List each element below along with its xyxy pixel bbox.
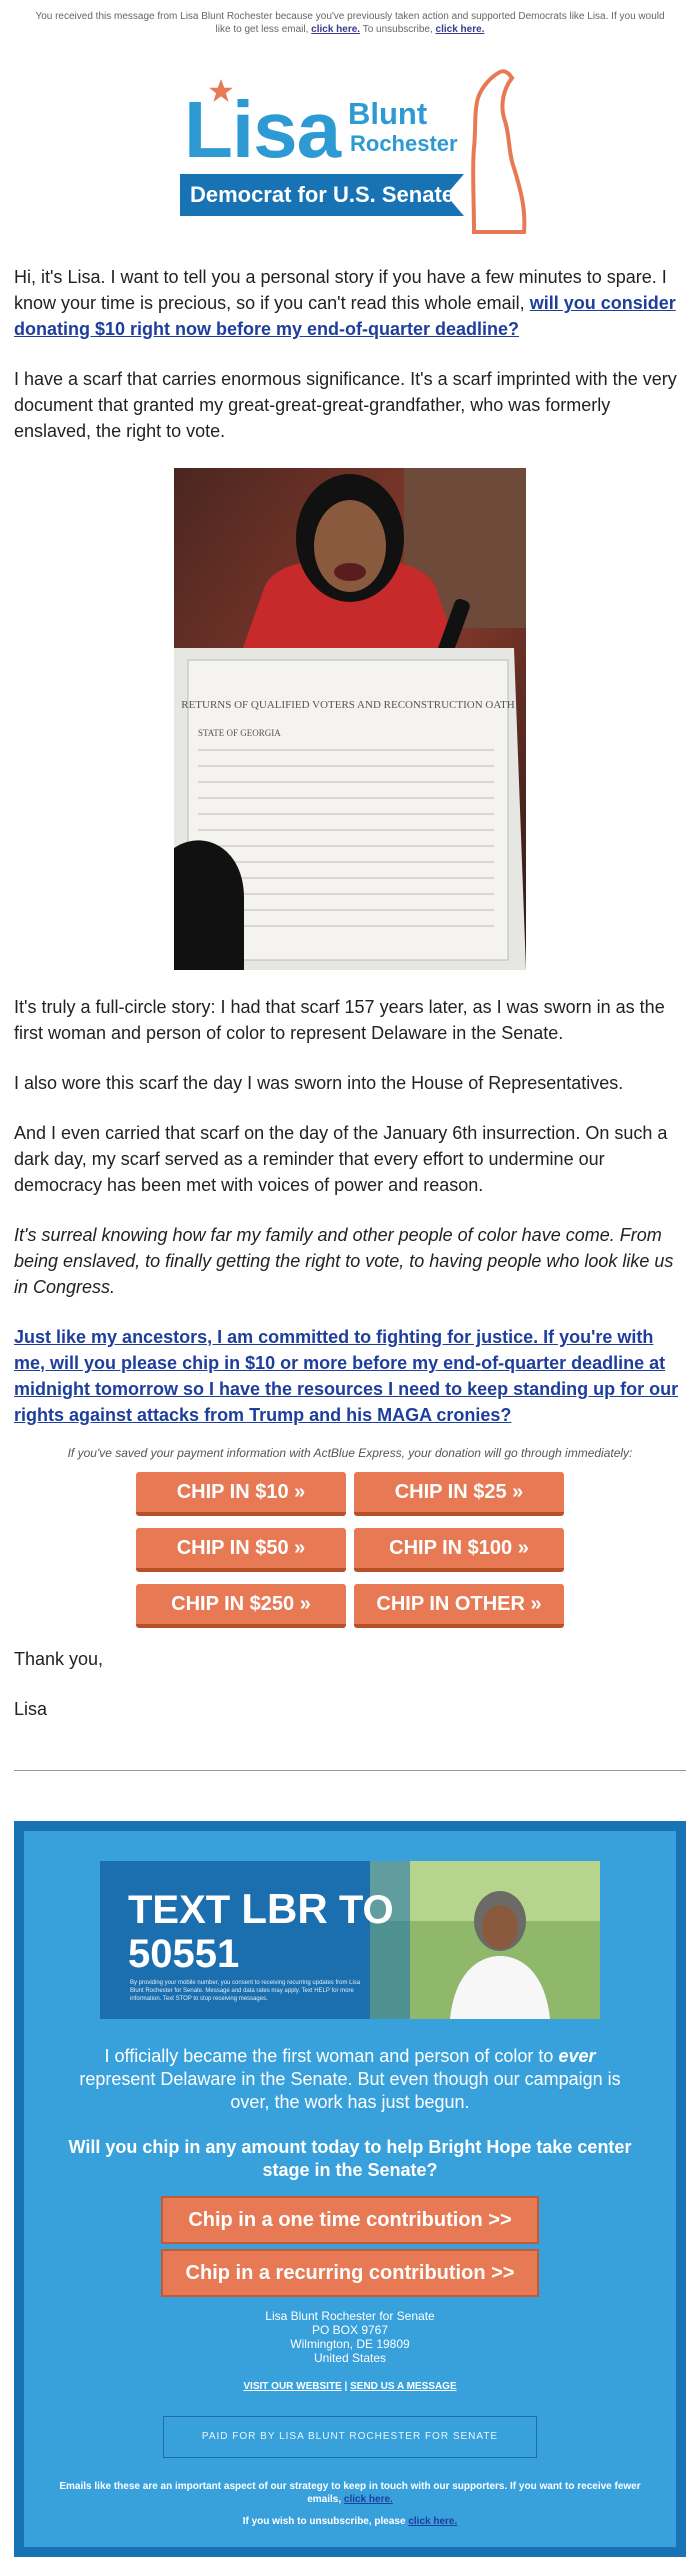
- paragraph-house: I also wore this scarf the day I was sworn into the House of Representatives.: [14, 1073, 624, 1093]
- one-time-contribution-button[interactable]: Chip in a one time contribution >>: [161, 2196, 539, 2244]
- chip-in-100-button[interactable]: CHIP IN $100 »: [354, 1528, 564, 1572]
- preheader-text: You received this message from Lisa Blunt Rochester because you've previously taken action and supported Democrats like Lisa. If you would like to get less email,: [35, 11, 665, 35]
- paragraph-scarf: I have a scarf that carries enormous significance. It's a scarf imprinted with the very document that granted my great-great-great-grandfather, who was formerly enslaved, the right to vote.: [14, 369, 677, 441]
- chip-in-10-button[interactable]: CHIP IN $10 »: [136, 1472, 346, 1516]
- paragraph-full-circle: It's truly a full-circle story: I had that scarf 157 years later, as I was sworn in as the first woman and person of color to represent Delaware in the Senate.: [14, 997, 665, 1043]
- text-lbr-banner[interactable]: [100, 1861, 600, 2019]
- logo-tagline: Democrat for U.S. Senate: [189, 182, 455, 207]
- actblue-note: If you've saved your payment information with ActBlue Express, your donation will go through immediately:: [67, 1446, 633, 1460]
- address-line: Lisa Blunt Rochester for Senate: [265, 2309, 435, 2323]
- paragraph-ask: [14, 1324, 686, 1428]
- visit-website-link[interactable]: VISIT OUR WEBSITE: [243, 2381, 342, 2392]
- text-banner-post: TO: [338, 1888, 394, 1932]
- text-banner-headline: [128, 1887, 394, 1976]
- text-banner-keyword: LBR: [241, 1885, 328, 1932]
- footer-box: [14, 1821, 686, 2557]
- bottom-spacer: [0, 2557, 700, 2563]
- divider: [14, 1770, 686, 1771]
- photo-illustration: [174, 468, 526, 970]
- intro-text: Hi, it's Lisa. I want to tell you a personal story if you have a few minutes to spare. I know your time is precious, so if you can't read this whole email,: [14, 267, 667, 313]
- paragraph-surreal: It's surreal knowing how far my family and other people of color have come. From being enslaved, to finally getting the right to vote, to having people who look like us in Congress.: [14, 1225, 674, 1297]
- paid-for-disclaimer: PAID FOR BY LISA BLUNT ROCHESTER FOR SENATE: [163, 2416, 537, 2458]
- logo-first-name: Lisa: [184, 85, 341, 174]
- footer-links: [44, 2381, 656, 2392]
- donation-button-grid: [136, 1472, 564, 1628]
- signoff-name: Lisa: [14, 1699, 48, 1719]
- scarf-state: STATE OF GEORGIA: [198, 728, 281, 738]
- footer-p-before: I officially became the first woman and person of color to: [104, 2046, 554, 2066]
- logo-last-name-1: Blunt: [348, 96, 428, 131]
- chip-in-25-button[interactable]: CHIP IN $25 »: [354, 1472, 564, 1516]
- fewer-emails-note: [44, 2480, 656, 2506]
- text-banner-number: 50551: [128, 1932, 240, 1976]
- preheader-unsub-text: To unsubscribe,: [362, 24, 433, 35]
- scarf-title: RETURNS OF QUALIFIED VOTERS AND RECONSTRUCTION OATH: [181, 699, 515, 711]
- unsubscribe-link[interactable]: click here.: [435, 24, 485, 35]
- text-banner-pre: TEXT: [128, 1888, 231, 1932]
- footer-unsubscribe: [44, 2516, 656, 2527]
- lisa-scarf-photo: [174, 468, 526, 970]
- fewer-emails-text: Emails like these are an important aspect of our strategy to keep in touch with our supporters. If you want to receive fewer emails,: [59, 2481, 641, 2505]
- signoff-thanks: Thank you,: [14, 1649, 104, 1669]
- fewer-emails-link[interactable]: click here.: [343, 2494, 393, 2505]
- footer-inner: [24, 1831, 676, 2547]
- paragraph-january-6: And I even carried that scarf on the day of the January 6th insurrection. On such a dark day, my scarf served as a reminder that every effort to undermine our democracy has been met with voices of power and reason.: [14, 1123, 668, 1195]
- footer-paragraph: [44, 2045, 656, 2114]
- mailing-address: [44, 2309, 656, 2365]
- logo-last-name-2: Rochester: [350, 131, 458, 156]
- footer-p-after: represent Delaware in the Senate. But even though our campaign is over, the work has just begun.: [79, 2069, 621, 2112]
- footer-p-em: ever: [558, 2046, 596, 2066]
- address-line: United States: [313, 2351, 387, 2365]
- email-body: [0, 264, 700, 1722]
- recurring-contribution-button[interactable]: Chip in a recurring contribution >>: [161, 2249, 539, 2297]
- address-line: Wilmington, DE 19809: [290, 2337, 410, 2351]
- text-banner-fineprint: By providing your mobile number, you consent to receiving recurring updates from Lisa Blunt Rochester for Senate. Message and data rates may apply. Text HELP for more information. Text STOP to stop receiving messages.: [130, 1980, 361, 2002]
- delaware-outline-icon: [470, 68, 530, 236]
- send-message-link[interactable]: SEND US A MESSAGE: [350, 2381, 457, 2392]
- donate-10-link[interactable]: will you consider donating $10 right now before my end-of-quarter deadline?: [14, 293, 676, 339]
- less-email-link[interactable]: click here.: [311, 24, 361, 35]
- chip-in-other-button[interactable]: CHIP IN OTHER »: [354, 1584, 564, 1628]
- footer-unsub-link[interactable]: click here.: [408, 2516, 458, 2527]
- address-line: PO BOX 9767: [311, 2323, 389, 2337]
- footer-unsub-text: If you wish to unsubscribe, please: [242, 2516, 406, 2527]
- preheader: [0, 0, 700, 38]
- footer-question: Will you chip in any amount today to help Bright Hope take center stage in the Senate?: [68, 2137, 632, 2180]
- chip-in-50-button[interactable]: CHIP IN $50 »: [136, 1528, 346, 1572]
- chip-in-250-button[interactable]: CHIP IN $250 »: [136, 1584, 346, 1628]
- link-separator: |: [344, 2381, 348, 2392]
- paragraph-intro: [14, 264, 686, 342]
- ask-donate-link[interactable]: Just like my ancestors, I am committed to fighting for justice. If you're with me, will you please chip in $10 or more before my end-of-quarter deadline at midnight tomorrow so I have the resources I need to keep standing up for our rights against attacks from Trump and his MAGA cronies?: [14, 1327, 679, 1425]
- campaign-logo: [170, 68, 530, 238]
